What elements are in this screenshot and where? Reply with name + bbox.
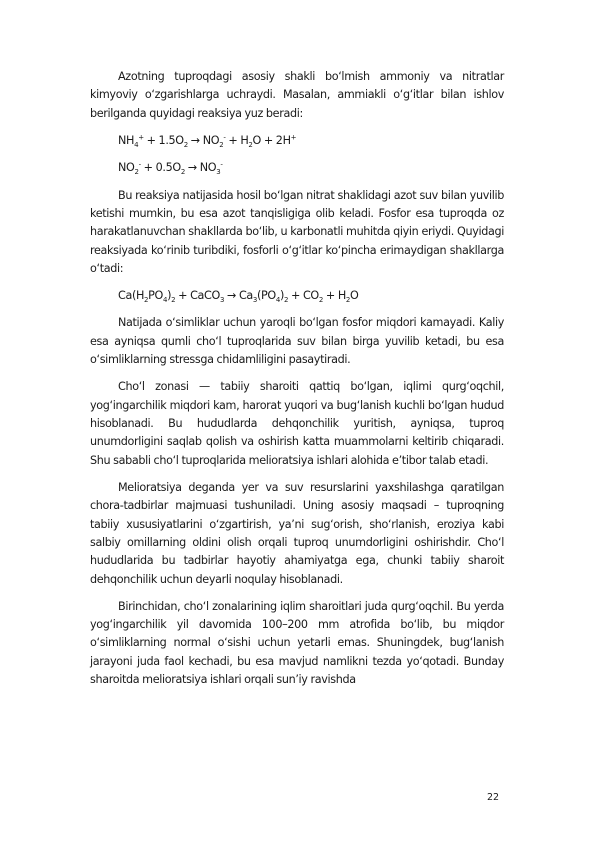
subscript: 2 [144,296,149,305]
paragraph-nitrate-leaching: Bu reaksiya natijasida hosil bo‘lgan nitrat shaklidagi azot suv bilan yuvilib ketishi mumkin, bu esa azot tanqisligiga olib keladi. Fosfor esa tuproqda oz harakatlanuvchan shakllarda bo‘lib, u karbonatli muhitda qiyin eriydi. Quyidagi reaksiyada ko‘rinib turibdiki, fosforli o‘g‘itlar ko‘pincha erimaydigan shakllarga o‘tadi: [90,188,504,276]
reaction-arrow: → [184,161,200,175]
formula-text: + 1.5O [143,133,184,147]
page-number: 22 [487,792,500,803]
paragraph-phosphorus-result: Natijada o‘simliklar uchun yaroqli bo‘lgan fosfor miqdori kamayadi. Kaliy esa ayniqsa qumli cho‘l tuproqlarida suv bilan birga yuvilib ketadi, bu esa o‘simliklarning stressga chidamliligini pasaytiradi. [90,316,504,367]
subscript: 4 [134,140,139,149]
superscript: + [290,132,297,141]
formula-nitrite-oxidation [90,159,504,177]
subscript: 3 [216,168,221,177]
subscript: 2 [171,296,176,305]
subscript: 2 [284,296,289,305]
subscript: 2 [248,140,253,149]
superscript: - [138,160,141,169]
formula-text: ) [280,289,285,303]
subscript: 2 [183,140,188,149]
formula-text: NO [199,161,217,175]
formula-text: PO [148,289,164,303]
formula-phosphate-reaction [90,287,504,305]
reaction-arrow: → [224,289,239,303]
paragraph-ammonium-intro: Azotning tuproqdagi asosiy shakli bo‘lmish ammoniy va nitratlar kimyoviy o‘zgarishlarga uchraydi. Masalan, ammiakli o‘g‘itlar bilan ishlov berilganda quyidagi reaksiya yuz beradi: [90,70,504,120]
document-page [90,68,504,698]
formula-ammonium-oxidation [90,132,504,150]
subscript: 3 [219,296,225,305]
paragraph-melioration-definition: Melioratsiya deganda yer va suv resurslarini yaxshilashga qaratilgan chora-tadbirlar majmuasi tushuniladi. Uning asosiy maqsadi – tuproqning tabiiy xususiyatlarini o‘zgartirish, ya’ni sug‘orish, sho‘rlanish, eroziya kabi salbiy omillarning oldini olish orqali tuproq unumdorligini oshirishdir. Cho‘l hududlarida bu tadbirlar hayotiy ahamiyatga ega, chunki tabiiy sharoit dehqonchilik uchun deyarli noqulay hisoblanadi. [90,480,504,586]
formula-text: Ca(H [118,289,145,303]
subscript: 2 [318,296,323,305]
reaction-arrow: → [187,133,203,147]
formula-text: O [350,289,359,303]
formula-text: + 0.5O [140,161,181,175]
subscript: 4 [163,296,168,305]
formula-text: + H [323,289,346,303]
superscript: - [223,132,226,141]
paragraph-desert-zone: Cho‘l zonasi — tabiiy sharoiti qattiq bo‘lgan, iqlimi qurg‘oqchil, yog‘ingarchilik miqdori kam, harorat yuqori va bug‘lanish kuchli bo‘lgan hudud hisoblanadi. Bu hududlarda dehqonchilik yuritish, ayniqsa, tuproq unumdorligini saqlab qolish va oshirish katta muammolarni keltirib chiqaradi. Shu sababli cho‘l tuproqlarida melioratsiya ishlari alohida e’tibor talab etadi. [90,380,504,467]
formula-text: + CaCO [175,289,220,303]
paragraph-climate-conditions: Birinchidan, cho‘l zonalarining iqlim sharoitlari juda qurg‘oqchil. Bu yerda yog‘ingarchilik yil davomida 100–200 mm atrofida bo‘lib, bu miqdor o‘simliklarning normal o‘sishi uchun yetarli emas. Shuningdek, bug‘lanish jarayoni juda faol kechadi, bu esa mavjud namlikni tezda yo‘qotadi. Bunday sharoitda melioratsiya ishlari orqali sun’iy ravishda [90,599,504,687]
formula-text: NO [118,161,135,175]
formula-text: Ca [238,289,253,303]
subscript: 2 [345,296,351,305]
formula-text: O + 2H [252,133,291,147]
superscript: + [138,132,144,141]
formula-text: ) [167,289,172,303]
formula-text: NO [202,133,220,147]
superscript: - [220,160,223,169]
subscript: 3 [252,296,258,305]
subscript: 4 [275,296,280,305]
subscript: 2 [180,168,185,177]
subscript: 2 [134,168,139,177]
formula-text: + CO [288,289,319,303]
formula-text: NH [118,133,135,147]
formula-text: + H [225,133,249,147]
formula-text: (PO [257,289,276,303]
subscript: 2 [219,140,224,149]
